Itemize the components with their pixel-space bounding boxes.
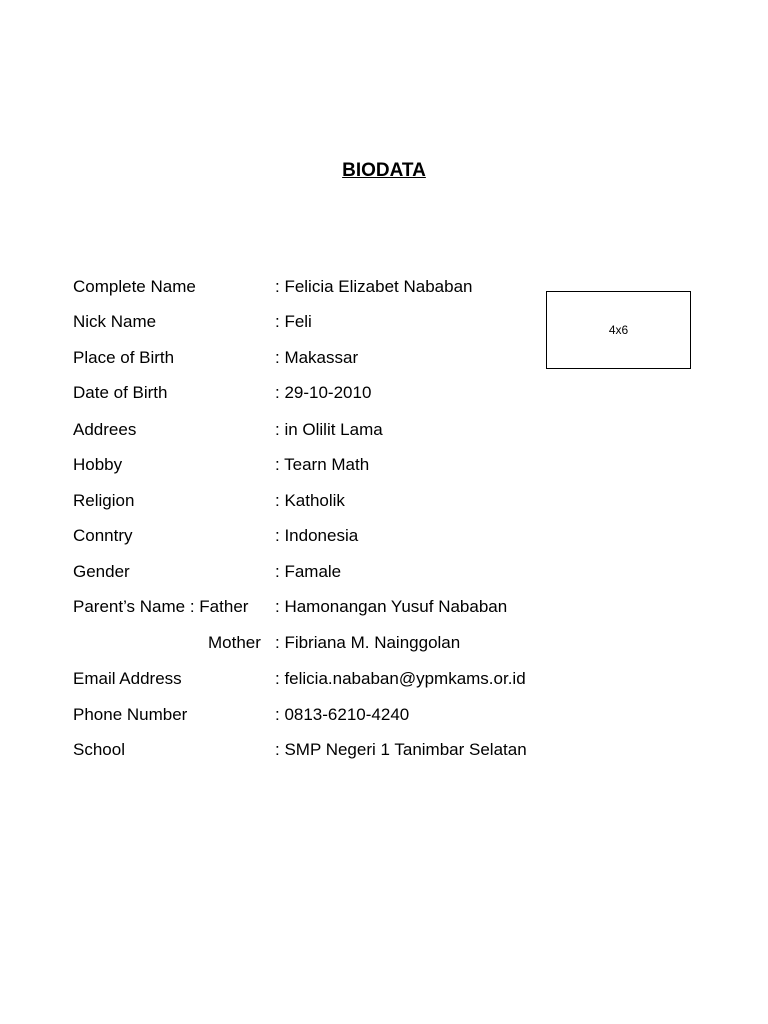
field-label: School — [73, 740, 125, 759]
field-phone-number — [73, 704, 633, 726]
field-label: Gender — [73, 562, 130, 581]
field-value: : Hamonangan Yusuf Nababan — [275, 597, 508, 616]
field-date-of-birth — [73, 382, 633, 404]
field-value: : in Olilit Lama — [275, 420, 383, 439]
field-label: Phone Number — [73, 705, 188, 724]
field-parent-father — [73, 596, 633, 618]
field-parent-mother — [73, 632, 633, 654]
field-value: : Indonesia — [275, 526, 359, 545]
field-address — [73, 419, 633, 441]
field-value: : Makassar — [275, 348, 359, 367]
field-complete-name — [73, 276, 633, 298]
field-value: : felicia.nababan@ypmkams.or.id — [275, 669, 526, 688]
field-value: : Tearn Math — [275, 455, 370, 474]
photo-size-label: 4x6 — [608, 323, 629, 337]
field-label: Complete Name — [73, 277, 196, 296]
field-label: Hobby — [73, 455, 123, 474]
field-label: Nick Name — [73, 312, 157, 331]
field-country — [73, 525, 633, 547]
field-label: Place of Birth — [73, 348, 175, 367]
field-label: Mother — [208, 633, 261, 652]
field-gender — [73, 561, 633, 583]
field-value: : Felicia Elizabet Nababan — [275, 277, 473, 296]
field-value: : SMP Negeri 1 Tanimbar Selatan — [275, 740, 527, 759]
field-school — [73, 739, 633, 761]
field-label: Date of Birth — [73, 383, 168, 402]
field-place-of-birth — [73, 347, 633, 369]
field-label: Conntry — [73, 526, 133, 545]
field-value: : 29-10-2010 — [275, 383, 372, 402]
field-nick-name — [73, 311, 633, 333]
document-title: BIODATA — [342, 160, 426, 181]
field-label: Parent’s Name : Father — [73, 597, 249, 616]
field-value: : Katholik — [275, 491, 345, 510]
field-value: : Famale — [275, 562, 342, 581]
field-religion — [73, 490, 633, 512]
field-label: Addrees — [73, 420, 137, 439]
field-hobby — [73, 454, 633, 476]
field-value: : 0813-6210-4240 — [275, 705, 410, 724]
field-label: Religion — [73, 491, 135, 510]
field-value: : Fibriana M. Nainggolan — [275, 633, 461, 652]
field-email-address — [73, 668, 633, 690]
field-value: : Feli — [275, 312, 312, 331]
field-label: Email Address — [73, 669, 182, 688]
